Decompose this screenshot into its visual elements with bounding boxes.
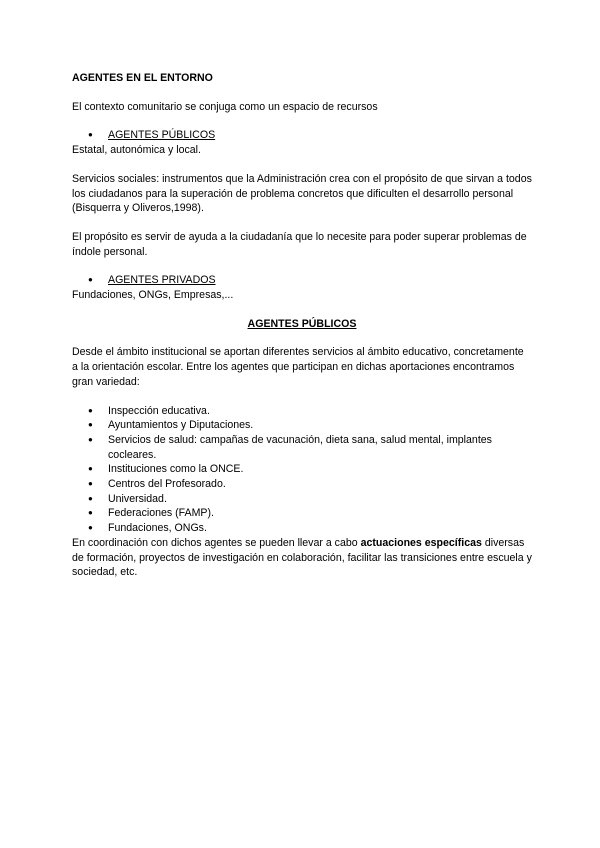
coordinacion-text-bold: actuaciones específicas [360,536,482,549]
list-item: ● Fundaciones, ONGs. [72,521,532,536]
document-page [72,71,532,594]
list-item: ● Universidad. [72,492,532,507]
list-item: ● Centros del Profesorado. [72,477,532,492]
proposito-paragraph: El propósito es servir de ayuda a la ciudadanía que lo necesite para poder superar problemas de índole personal. [72,230,527,258]
privados-bullet-list [72,273,532,288]
privados-examples-paragraph: Fundaciones, ONGs, Empresas,... [72,289,234,302]
agentes-list [72,404,532,536]
publicos-section-heading: AGENTES PÚBLICOS [247,317,357,330]
list-item: ● Instituciones como la ONCE. [72,462,532,477]
publicos-bullet-label: AGENTES PÚBLICOS [108,129,216,142]
list-item: ● Inspección educativa. [72,404,532,419]
coordinacion-text-post: diversas de formación, proyectos de investigación en colaboración, facilitar las transiciones entre escuela y sociedad, etc. [72,536,532,579]
list-item: ● Ayuntamientos y Diputaciones. [72,418,532,433]
publicos-bullet [72,128,532,143]
publicos-bullet-list [72,128,532,143]
privados-bullet-label: AGENTES PRIVADOS [108,274,216,287]
coordinacion-text-pre: En coordinación con dichos agentes se pueden llevar a cabo [72,536,361,549]
publicos-levels-paragraph: Estatal, autonómica y local. [72,144,201,157]
privados-bullet [72,273,532,288]
servicios-sociales-paragraph: Servicios sociales: instrumentos que la Administración crea con el propósito de que sirvan a todos los ciudadanos para la superación de problema concretos que dificulten el desarrollo personal (Bisquerra y Oliveros,1998). [72,172,532,215]
intro-paragraph: El contexto comunitario se conjuga como un espacio de recursos [72,100,378,113]
list-item: ● Servicios de salud: campañas de vacunación, dieta sana, salud mental, implantes cocleares. [72,433,532,462]
institucional-paragraph: Desde el ámbito institucional se aportan diferentes servicios al ámbito educativo, concretamente a la orientación escolar. Entre los agentes que participan en dichas aportaciones encontramos gran variedad: [72,346,524,388]
document-title: AGENTES EN EL ENTORNO [72,72,213,84]
coordinacion-paragraph [72,536,532,580]
list-item: ● Federaciones (FAMP). [72,506,532,521]
